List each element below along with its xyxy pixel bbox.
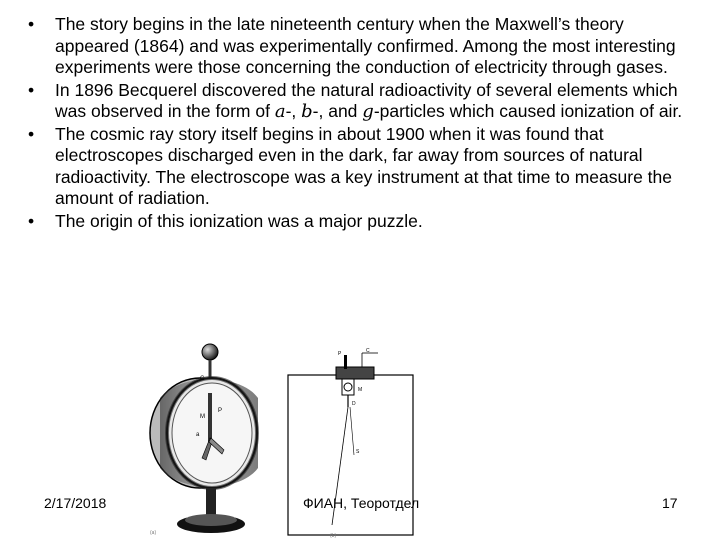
- bullet-list: [22, 14, 692, 233]
- fig-label-a: a: [196, 432, 200, 438]
- electroscope-drawing: [140, 338, 275, 538]
- bullet-dot: •: [28, 123, 35, 144]
- bullet-item-3: [22, 124, 692, 210]
- fig-caption-right: (b): [330, 533, 337, 539]
- fig-label-p: P: [218, 408, 223, 414]
- bullet-text: The origin of this ionization was a major puzzle.: [55, 210, 423, 231]
- fig-label-s: S: [356, 449, 360, 455]
- fig-label-m: M: [358, 387, 363, 393]
- fig-label-c: C: [200, 376, 205, 382]
- footer-page-number: 17: [662, 495, 678, 511]
- fig-label-p: P: [338, 351, 342, 357]
- gamma-symbol: g: [362, 101, 374, 122]
- fig-label-d: D: [352, 401, 356, 407]
- bullet-text: The cosmic ray story itself begins in about 1900 when it was found that electroscopes discharged even in the dark, far away from sources of natural radioactivity. The electroscope was a key instrument at that time to measure the amount of radiation.: [55, 123, 673, 208]
- bullet-dot: •: [28, 79, 35, 100]
- bullet-text-sep1: -,: [285, 101, 302, 121]
- footer-organization: ФИАН, Теоротдел: [303, 495, 420, 511]
- bullet-item-2: [22, 80, 692, 123]
- bullet-dot: •: [28, 210, 35, 231]
- bullet-text-pre: In 1896 Becquerel discovered the natural radioactivity of several elements which was observed in the form of: [55, 79, 678, 121]
- bullet-item-4: [22, 211, 692, 233]
- bullet-text-sep2: -, and: [312, 101, 363, 121]
- fig-label-m: M: [200, 414, 205, 420]
- bullet-text-post: -particles which caused ionization of air.: [373, 101, 683, 121]
- beta-symbol: b: [301, 101, 313, 122]
- fig-caption-left: (a): [150, 530, 157, 536]
- alpha-symbol: a: [274, 101, 286, 122]
- bullet-item-1: [22, 14, 692, 79]
- footer-date: 2/17/2018: [44, 495, 107, 511]
- bullet-text: The story begins in the late nineteenth century when the Maxwell’s theory appeared (1864) and was experimentally confirmed. Among the most interesting experiments were those concerning the conduction of electricity through gases.: [55, 14, 676, 77]
- fig-label-c: C: [366, 348, 370, 354]
- bullet-dot: •: [28, 14, 35, 34]
